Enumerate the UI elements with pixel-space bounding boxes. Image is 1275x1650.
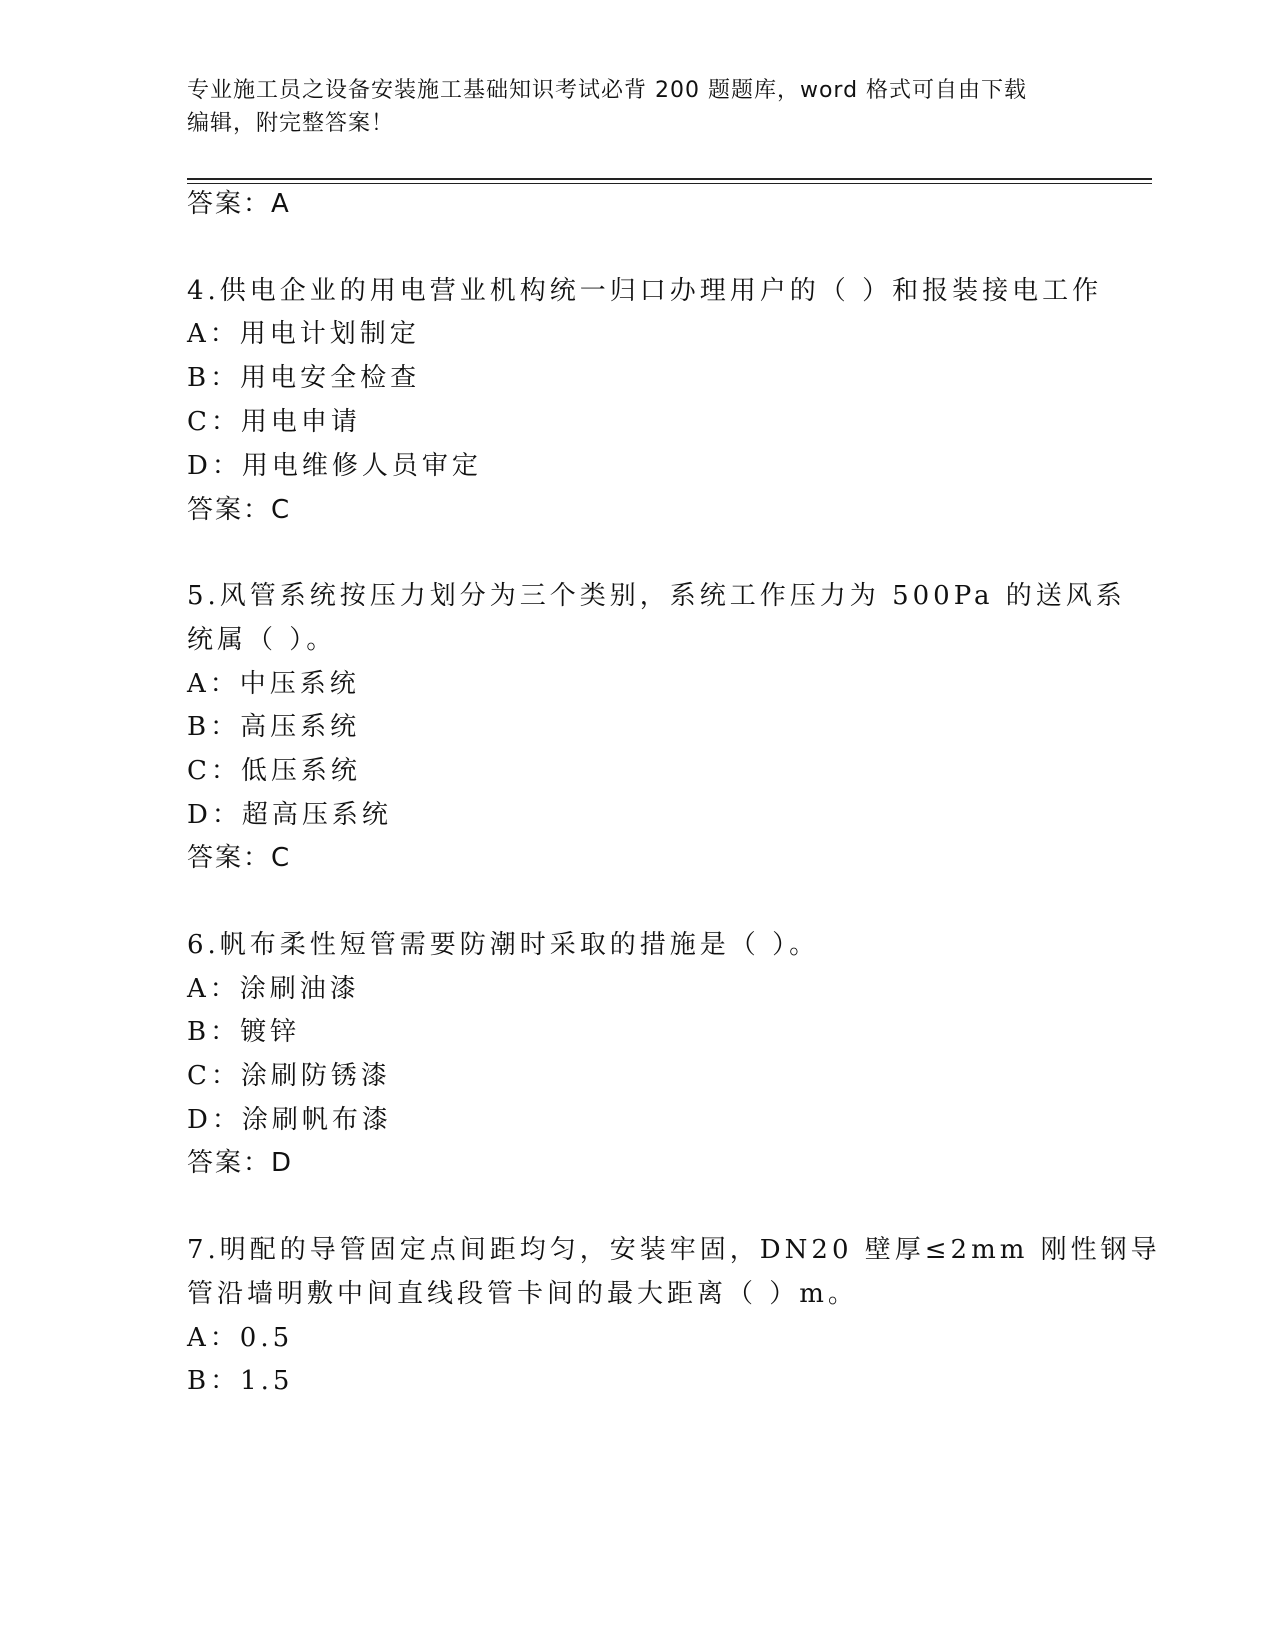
question-6-option-b: B：镀锌 <box>187 1017 301 1047</box>
question-4-stem-line-1: 4.供电企业的用电营业机构统一归口办理用户的（ ）和报装接电工作 <box>187 276 1103 306</box>
question-6-option-c: C：涂刷防锈漆 <box>187 1061 391 1091</box>
question-7-stem-line-2: 管沿墙明敷中间直线段管卡间的最大距离（ ）m。 <box>187 1279 858 1309</box>
question-4-option-a: A：用电计划制定 <box>187 319 420 349</box>
header-divider <box>187 178 1152 184</box>
question-6-option-d: D：涂刷帆布漆 <box>187 1105 392 1135</box>
question-5-stem-line-2: 统属（ ）。 <box>187 625 337 655</box>
question-5-option-c: C：低压系统 <box>187 756 361 786</box>
previous-answer: 答案：A <box>187 189 291 219</box>
question-5-stem-line-1: 5.风管系统按压力划分为三个类别，系统工作压力为 500Pa 的送风系 <box>187 581 1126 611</box>
question-6-answer: 答案：D <box>187 1148 294 1178</box>
question-6-stem-line-1: 6.帆布柔性短管需要防潮时采取的措施是（ ）。 <box>187 930 820 960</box>
question-4-option-b: B：用电安全检查 <box>187 363 421 393</box>
header-line-1: 专业施工员之设备安装施工基础知识考试必背 200 题题库，word 格式可自由下载 <box>187 78 1028 103</box>
question-5-option-b: B：高压系统 <box>187 712 361 742</box>
question-4-option-c: C：用电申请 <box>187 407 361 437</box>
question-5-option-a: A：中压系统 <box>187 669 360 699</box>
question-5-option-d: D：超高压系统 <box>187 800 392 830</box>
question-5-answer: 答案：C <box>187 843 292 873</box>
question-7-option-a: A：0.5 <box>187 1323 294 1353</box>
question-7-option-b: B：1.5 <box>187 1366 294 1396</box>
header-line-2: 编辑，附完整答案！ <box>187 111 395 136</box>
question-7-stem-line-1: 7.明配的导管固定点间距均匀，安装牢固，DN20 壁厚≤2mm 刚性钢导 <box>187 1235 1161 1265</box>
question-6-option-a: A：涂刷油漆 <box>187 974 360 1004</box>
document-header <box>187 74 1087 140</box>
question-4-answer: 答案：C <box>187 495 292 525</box>
question-4-option-d: D：用电维修人员审定 <box>187 451 482 481</box>
